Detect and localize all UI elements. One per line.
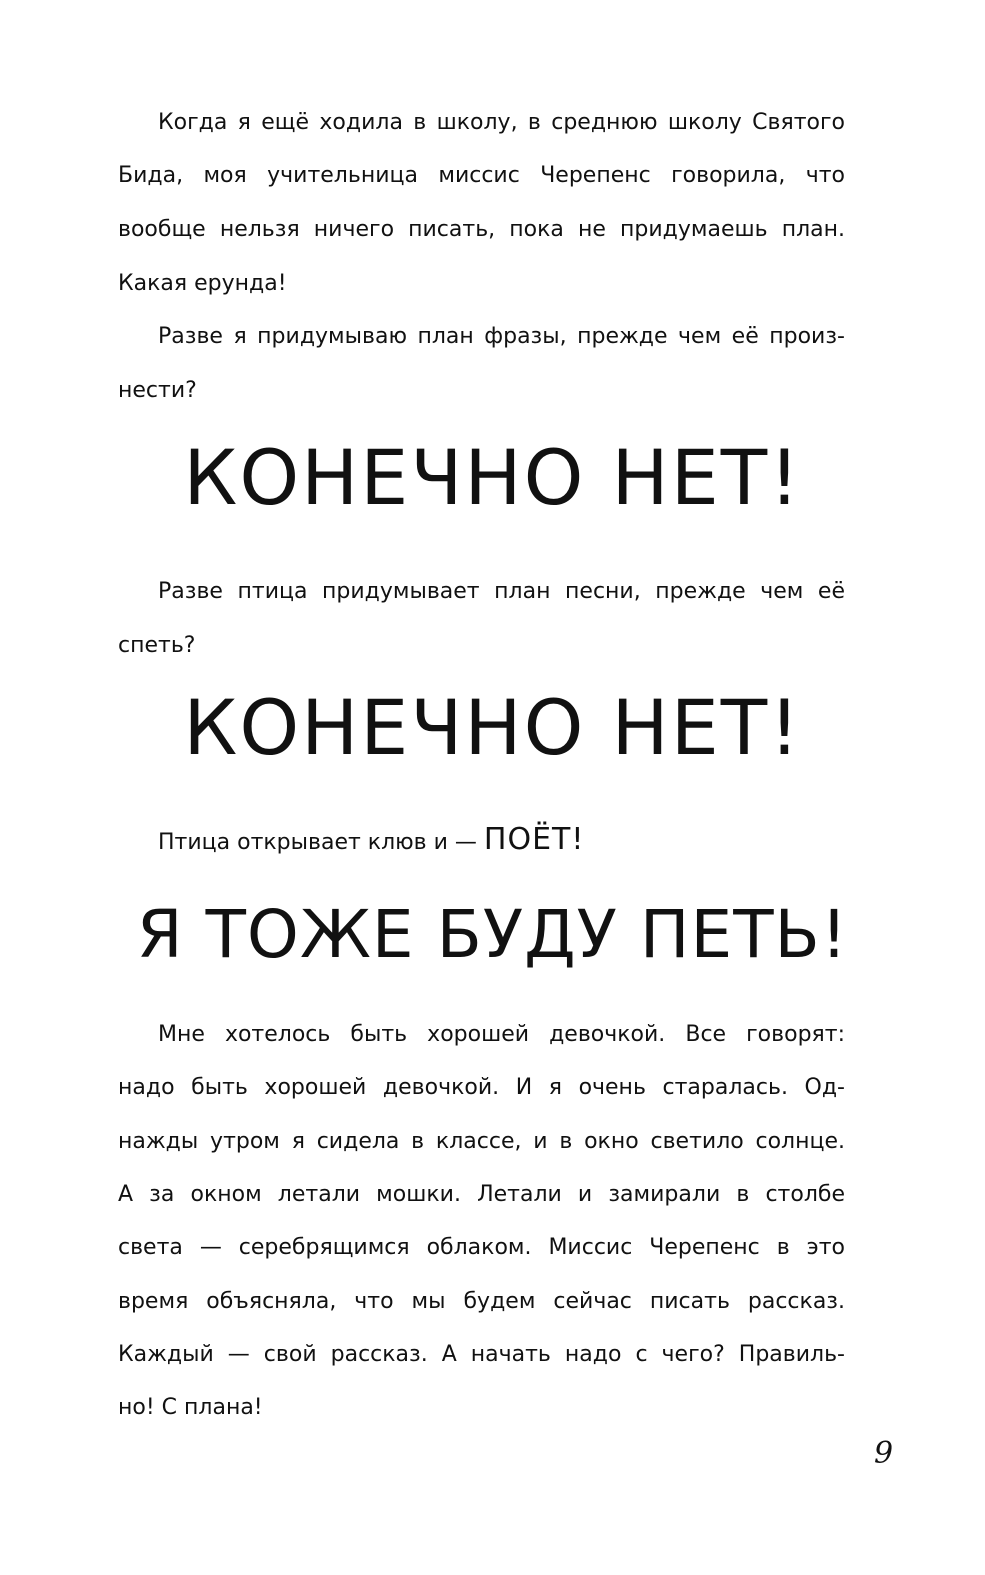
paragraph-1-line-2: Бида, моя учительница миссис Черепенс говорила, что [118,163,845,188]
paragraph-5-line-8: но! С плана! [118,1395,263,1420]
paragraph-1-line-4: Какая ерунда! [118,271,287,296]
paragraph-1-line-1: Когда я ещё ходила в школу, в среднюю школу Святого [158,110,845,135]
paragraph-5-line-1: Мне хотелось быть хорошей девочкой. Все говорят: [158,1022,845,1047]
paragraph-1-line-3: вообще нельзя ничего писать, пока не придумаешь план. [118,217,845,242]
paragraph-4-text: Птица открывает клюв и — [158,830,477,855]
paragraph-5-line-5: света — серебрящимся облаком. Миссис Черепенс в это [118,1235,845,1260]
heading-2: КОНЕЧНО НЕТ! [183,683,802,772]
paragraph-5-line-4: А за окном летали мошки. Летали и замирали в столбе [118,1182,845,1207]
paragraph-3-line-1: Разве птица придумывает план песни, прежде чем её [158,579,845,604]
paragraph-5-line-3: нажды утром я сидела в классе, и в окно светило солнце. [118,1129,845,1154]
paragraph-5-line-6: время объясняла, что мы будем сейчас писать рассказ. [118,1289,845,1314]
paragraph-5-line-2: надо быть хорошей девочкой. И я очень старалась. Од- [118,1075,845,1100]
page-number: 9 [874,1436,894,1471]
heading-3: Я ТОЖЕ БУДУ ПЕТЬ! [136,896,849,973]
paragraph-2-line-1: Разве я придумываю план фразы, прежде чем её произ- [158,324,845,349]
heading-1: КОНЕЧНО НЕТ! [183,433,802,522]
paragraph-3-line-2: спеть? [118,633,196,658]
paragraph-4 [158,822,845,858]
paragraph-4-emphasis: ПОЁТ! [483,822,585,857]
paragraph-2-line-2: нести? [118,378,197,403]
paragraph-5-line-7: Каждый — свой рассказ. А начать надо с чего? Правиль- [118,1342,845,1367]
